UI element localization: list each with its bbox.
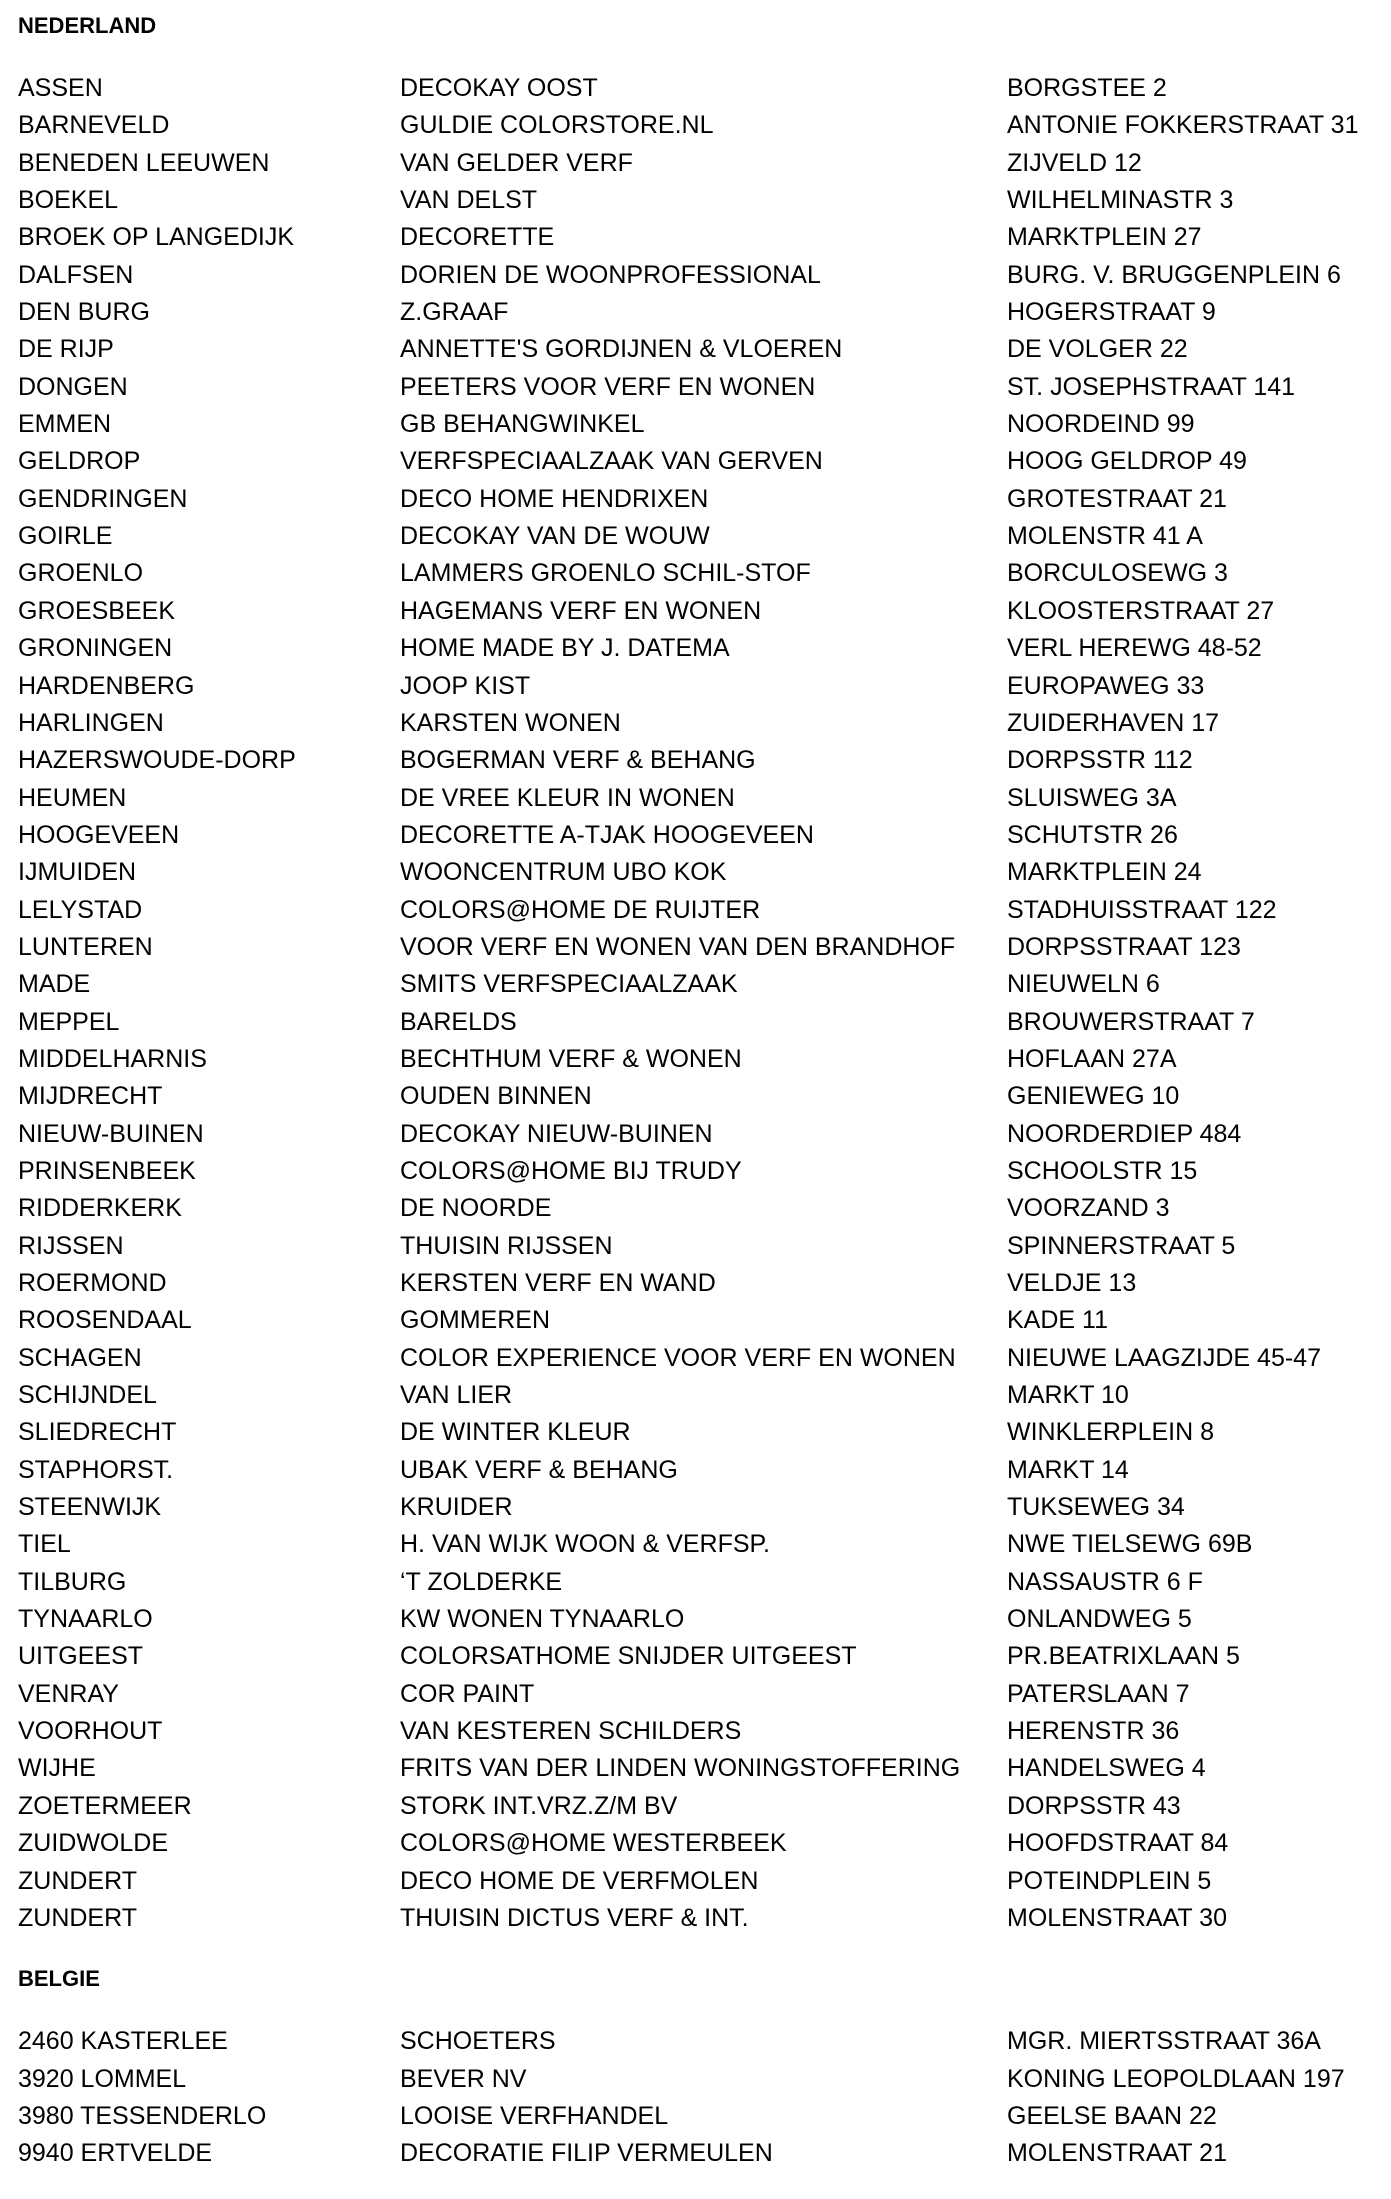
city-cell: ZOETERMEER: [18, 1791, 192, 1820]
table-row: [18, 1340, 1378, 1377]
shop-name-cell: UBAK VERF & BEHANG: [400, 1455, 678, 1484]
city-cell: ROERMOND: [18, 1269, 167, 1297]
table-row: [18, 257, 1378, 294]
table-row: [18, 705, 1378, 742]
address-cell: ST. JOSEPHSTRAAT 141: [1007, 372, 1296, 401]
shop-name-cell: WOONCENTRUM UBO KOK: [400, 858, 727, 887]
address-cell: HERENSTR 36: [1007, 1717, 1180, 1746]
city-cell: DONGEN: [18, 372, 128, 401]
shop-name-cell: DE NOORDE: [400, 1194, 552, 1223]
city-cell: GENDRINGEN: [18, 484, 188, 513]
shop-name-cell: DECOKAY NIEUW-BUINEN: [400, 1119, 713, 1148]
shop-name-cell: COLORS@HOME BIJ TRUDY: [400, 1156, 742, 1185]
city-cell: BROEK OP LANGEDIJK: [18, 223, 295, 252]
city-cell: SCHAGEN: [18, 1343, 142, 1372]
sections-container: [18, 10, 1378, 2173]
table-row: [18, 1750, 1378, 1787]
table-row: [18, 406, 1378, 443]
address-cell: MOLENSTR 41 A: [1007, 522, 1203, 551]
city-cell: ZUNDERT: [18, 1866, 137, 1895]
section-nederland: [18, 10, 1378, 1963]
table-row: [18, 593, 1378, 630]
table-row: [18, 1638, 1378, 1675]
city-cell: SLIEDRECHT: [18, 1418, 177, 1447]
address-cell: NIEUWE LAAGZIJDE 45-47: [1007, 1343, 1321, 1372]
city-cell: MIJDRECHT: [18, 1082, 163, 1111]
table-row: [18, 219, 1378, 256]
city-cell: HAZERSWOUDE-DORP: [18, 746, 296, 775]
shop-name-cell: COLORS@HOME DE RUIJTER: [400, 895, 761, 924]
shop-name-cell: BOGERMAN VERF & BEHANG: [400, 746, 756, 775]
address-cell: ZUIDERHAVEN 17: [1007, 708, 1220, 737]
city-cell: MIDDELHARNIS: [18, 1044, 207, 1073]
table-row: [18, 2098, 1378, 2135]
table-row: [18, 929, 1378, 966]
table-row: [18, 1377, 1378, 1414]
table-row: [18, 70, 1378, 107]
table-row: [18, 1713, 1378, 1750]
shop-name-cell: VERFSPECIAALZAAK VAN GERVEN: [400, 447, 823, 476]
city-cell: TYNAARLO: [18, 1605, 153, 1634]
address-cell: GROTESTRAAT 21: [1007, 484, 1227, 513]
city-cell: GRONINGEN: [18, 634, 173, 663]
table-row: [18, 1190, 1378, 1227]
shop-name-cell: KRUIDER: [400, 1493, 513, 1522]
address-cell: DORPSSTR 43: [1007, 1791, 1181, 1820]
city-cell: HARDENBERG: [18, 671, 195, 700]
address-cell: STADHUISSTRAAT 122: [1007, 895, 1277, 924]
shop-name-cell: JOOP KIST: [400, 671, 531, 700]
city-cell: BOEKEL: [18, 186, 119, 215]
address-cell: BORGSTEE 2: [1007, 74, 1167, 102]
address-cell: BROUWERSTRAAT 7: [1007, 1007, 1255, 1036]
city-cell: ROOSENDAAL: [18, 1306, 192, 1335]
city-cell: 3980 TESSENDERLO: [18, 2101, 267, 2130]
shop-name-cell: KW WONEN TYNAARLO: [400, 1605, 685, 1634]
shop-name-cell: DE WINTER KLEUR: [400, 1418, 631, 1447]
address-cell: MARKTPLEIN 24: [1007, 858, 1202, 887]
address-cell: ONLANDWEG 5: [1007, 1605, 1192, 1634]
address-cell: SCHOOLSTR 15: [1007, 1156, 1198, 1185]
city-cell: HOOGEVEEN: [18, 820, 180, 849]
address-cell: VOORZAND 3: [1007, 1194, 1170, 1223]
section-spacer: [18, 42, 1378, 70]
address-cell: KADE 11: [1007, 1306, 1108, 1335]
city-cell: TILBURG: [18, 1567, 127, 1596]
shop-name-cell: Z.GRAAF: [400, 298, 509, 327]
address-cell: KONING LEOPOLDLAAN 197: [1007, 2064, 1345, 2093]
table-row: [18, 1041, 1378, 1078]
table-row: [18, 443, 1378, 480]
shop-name-cell: DECO HOME DE VERFMOLEN: [400, 1866, 759, 1895]
table-row: [18, 2023, 1378, 2060]
table-row: [18, 1116, 1378, 1153]
shop-name-cell: SMITS VERFSPECIAALZAAK: [400, 970, 738, 999]
table-row: [18, 1825, 1378, 1862]
shop-name-cell: DORIEN DE WOONPROFESSIONAL: [400, 260, 821, 289]
table-row: [18, 145, 1378, 182]
city-cell: HARLINGEN: [18, 708, 164, 737]
address-cell: VELDJE 13: [1007, 1269, 1137, 1297]
city-cell: ASSEN: [18, 74, 103, 102]
city-cell: 2460 KASTERLEE: [18, 2027, 228, 2056]
address-cell: GENIEWEG 10: [1007, 1082, 1180, 1111]
address-cell: HOGERSTRAAT 9: [1007, 298, 1216, 327]
address-cell: MGR. MIERTSSTRAAT 36A: [1007, 2027, 1321, 2056]
address-cell: SCHUTSTR 26: [1007, 820, 1178, 849]
table-row: [18, 817, 1378, 854]
shop-name-cell: DECORATIE FILIP VERMEULEN: [400, 2139, 773, 2168]
table-row: [18, 555, 1378, 592]
table-row: [18, 2135, 1378, 2172]
table-row: [18, 294, 1378, 331]
address-cell: VERL HEREWG 48-52: [1007, 634, 1262, 663]
address-cell: NASSAUSTR 6 F: [1007, 1567, 1203, 1596]
shop-name-cell: GULDIE COLORSTORE.NL: [400, 111, 714, 140]
shop-name-cell: BARELDS: [400, 1007, 517, 1036]
city-cell: BARNEVELD: [18, 111, 170, 140]
table-row: [18, 1414, 1378, 1451]
city-cell: UITGEEST: [18, 1642, 144, 1671]
city-cell: EMMEN: [18, 410, 112, 439]
table-row: [18, 780, 1378, 817]
shop-name-cell: COLOR EXPERIENCE VOOR VERF EN WONEN: [400, 1343, 956, 1372]
shop-name-cell: VOOR VERF EN WONEN VAN DEN BRANDHOF: [400, 932, 956, 961]
city-cell: GOIRLE: [18, 522, 113, 551]
city-cell: ZUNDERT: [18, 1903, 137, 1932]
address-cell: NWE TIELSEWG 69B: [1007, 1530, 1253, 1559]
shop-name-cell: OUDEN BINNEN: [400, 1082, 592, 1111]
city-cell: GROENLO: [18, 559, 144, 588]
shop-name-cell: FRITS VAN DER LINDEN WONINGSTOFFERING: [400, 1754, 961, 1783]
city-cell: PRINSENBEEK: [18, 1156, 196, 1185]
table-row: [18, 1900, 1378, 1937]
address-cell: NOORDERDIEP 484: [1007, 1119, 1242, 1148]
section-spacer: [18, 1995, 1378, 2023]
address-cell: PATERSLAAN 7: [1007, 1679, 1190, 1708]
city-cell: 3920 LOMMEL: [18, 2064, 187, 2093]
table-row: [18, 966, 1378, 1003]
city-cell: RIJSSEN: [18, 1231, 124, 1260]
city-cell: TIEL: [18, 1530, 71, 1559]
city-cell: LELYSTAD: [18, 895, 143, 924]
section-belgie: [18, 1963, 1378, 2172]
city-cell: DEN BURG: [18, 298, 150, 327]
address-cell: KLOOSTERSTRAAT 27: [1007, 596, 1275, 625]
city-cell: SCHIJNDEL: [18, 1381, 157, 1410]
section-title: BELGIE: [18, 1966, 100, 1992]
table-row: [18, 1265, 1378, 1302]
city-cell: MEPPEL: [18, 1007, 120, 1036]
table-row: [18, 1526, 1378, 1563]
shop-name-cell: BEVER NV: [400, 2064, 527, 2093]
address-cell: WILHELMINASTR 3: [1007, 186, 1234, 215]
city-cell: IJMUIDEN: [18, 858, 137, 887]
city-cell: MADE: [18, 970, 91, 999]
address-cell: ANTONIE FOKKERSTRAAT 31: [1007, 111, 1359, 140]
shop-name-cell: DECORETTE A-TJAK HOOGEVEEN: [400, 820, 814, 849]
table-row: [18, 369, 1378, 406]
address-cell: TUKSEWEG 34: [1007, 1493, 1185, 1522]
shop-name-cell: HAGEMANS VERF EN WONEN: [400, 596, 762, 625]
table-row: [18, 481, 1378, 518]
table-row: [18, 1153, 1378, 1190]
shop-name-cell: VAN LIER: [400, 1381, 513, 1410]
address-cell: MARKTPLEIN 27: [1007, 223, 1202, 252]
address-cell: MOLENSTRAAT 30: [1007, 1903, 1227, 1932]
shop-name-cell: LOOISE VERFHANDEL: [400, 2101, 669, 2130]
address-cell: HANDELSWEG 4: [1007, 1754, 1206, 1783]
table-row: [18, 1676, 1378, 1713]
shop-name-cell: VAN KESTEREN SCHILDERS: [400, 1717, 742, 1746]
table-row: [18, 742, 1378, 779]
city-cell: LUNTEREN: [18, 932, 153, 961]
shop-name-cell: SCHOETERS: [400, 2027, 556, 2056]
table-row: [18, 1302, 1378, 1339]
city-cell: VENRAY: [18, 1679, 119, 1708]
table-row: [18, 107, 1378, 144]
shop-name-cell: THUISIN DICTUS VERF & INT.: [400, 1903, 749, 1932]
address-cell: HOFLAAN 27A: [1007, 1044, 1177, 1073]
city-cell: DE RIJP: [18, 335, 114, 364]
address-cell: BURG. V. BRUGGENPLEIN 6: [1007, 260, 1341, 289]
table-row: [18, 1452, 1378, 1489]
shop-name-cell: GOMMEREN: [400, 1306, 550, 1335]
city-cell: RIDDERKERK: [18, 1194, 182, 1223]
table-row: [18, 182, 1378, 219]
city-cell: 9940 ERTVELDE: [18, 2139, 213, 2168]
address-cell: NIEUWELN 6: [1007, 970, 1160, 999]
table-row: [18, 1863, 1378, 1900]
address-cell: WINKLERPLEIN 8: [1007, 1418, 1215, 1447]
address-cell: DORPSSTR 112: [1007, 746, 1193, 775]
shop-name-cell: VAN GELDER VERF: [400, 148, 633, 177]
section-title: NEDERLAND: [18, 13, 157, 38]
shop-name-cell: DE VREE KLEUR IN WONEN: [400, 783, 735, 812]
shop-name-cell: ANNETTE'S GORDIJNEN & VLOEREN: [400, 335, 843, 364]
table-row: [18, 1489, 1378, 1526]
address-cell: HOOFDSTRAAT 84: [1007, 1829, 1229, 1858]
shop-name-cell: LAMMERS GROENLO SCHIL-STOF: [400, 559, 811, 588]
city-cell: GROESBEEK: [18, 596, 175, 625]
city-cell: WIJHE: [18, 1754, 96, 1783]
shop-name-cell: ‘T ZOLDERKE: [400, 1567, 563, 1596]
address-cell: SLUISWEG 3A: [1007, 783, 1177, 812]
city-cell: STEENWIJK: [18, 1493, 162, 1522]
shop-name-cell: VAN DELST: [400, 186, 538, 215]
table-row: [18, 630, 1378, 667]
shop-name-cell: COLORS@HOME WESTERBEEK: [400, 1829, 787, 1858]
address-cell: MARKT 10: [1007, 1381, 1129, 1410]
shop-name-cell: BECHTHUM VERF & WONEN: [400, 1044, 742, 1073]
shop-name-cell: COR PAINT: [400, 1679, 535, 1708]
city-cell: GELDROP: [18, 447, 141, 476]
shop-name-cell: COLORSATHOME SNIJDER UITGEEST: [400, 1642, 857, 1671]
address-cell: GEELSE BAAN 22: [1007, 2101, 1217, 2130]
shop-name-cell: HOME MADE BY J. DATEMA: [400, 634, 730, 663]
table-row: [18, 1004, 1378, 1041]
table-row: [18, 1564, 1378, 1601]
table-row: [18, 331, 1378, 368]
address-cell: EUROPAWEG 33: [1007, 671, 1205, 700]
shop-name-cell: DECOKAY OOST: [400, 74, 598, 102]
city-cell: STAPHORST.: [18, 1455, 174, 1484]
shop-name-cell: PEETERS VOOR VERF EN WONEN: [400, 372, 816, 401]
shop-name-cell: KARSTEN WONEN: [400, 708, 621, 737]
shop-name-cell: DECO HOME HENDRIXEN: [400, 484, 709, 513]
shop-name-cell: THUISIN RIJSSEN: [400, 1231, 613, 1260]
table-row: [18, 1788, 1378, 1825]
shop-name-cell: DECORETTE: [400, 223, 555, 252]
address-cell: BORCULOSEWG 3: [1007, 559, 1228, 588]
table-row: [18, 1228, 1378, 1265]
address-cell: DORPSSTRAAT 123: [1007, 932, 1241, 961]
table-row: [18, 1601, 1378, 1638]
address-cell: NOORDEIND 99: [1007, 410, 1195, 439]
shop-name-cell: GB BEHANGWINKEL: [400, 410, 645, 439]
address-cell: MOLENSTRAAT 21: [1007, 2139, 1227, 2168]
address-cell: MARKT 14: [1007, 1455, 1129, 1484]
table-row: [18, 2061, 1378, 2098]
dealer-list-page: [18, 10, 1378, 2173]
shop-name-cell: STORK INT.VRZ.Z/M BV: [400, 1791, 678, 1820]
table-row: [18, 892, 1378, 929]
address-cell: HOOG GELDROP 49: [1007, 447, 1247, 476]
address-cell: SPINNERSTRAAT 5: [1007, 1231, 1236, 1260]
city-cell: NIEUW-BUINEN: [18, 1119, 204, 1148]
address-cell: DE VOLGER 22: [1007, 335, 1188, 364]
shop-name-cell: DECOKAY VAN DE WOUW: [400, 522, 710, 551]
shop-name-cell: H. VAN WIJK WOON & VERFSP.: [400, 1530, 770, 1559]
city-cell: BENEDEN LEEUWEN: [18, 148, 270, 177]
shop-name-cell: KERSTEN VERF EN WAND: [400, 1269, 716, 1297]
table-row: [18, 518, 1378, 555]
city-cell: DALFSEN: [18, 260, 134, 289]
address-cell: ZIJVELD 12: [1007, 148, 1142, 177]
address-cell: PR.BEATRIXLAAN 5: [1007, 1642, 1240, 1671]
address-cell: POTEINDPLEIN 5: [1007, 1866, 1212, 1895]
table-row: [18, 1078, 1378, 1115]
city-cell: HEUMEN: [18, 783, 127, 812]
city-cell: VOORHOUT: [18, 1717, 163, 1746]
city-cell: ZUIDWOLDE: [18, 1829, 168, 1858]
table-row: [18, 854, 1378, 891]
table-row: [18, 668, 1378, 705]
section-divider-space: [18, 1937, 1378, 1963]
